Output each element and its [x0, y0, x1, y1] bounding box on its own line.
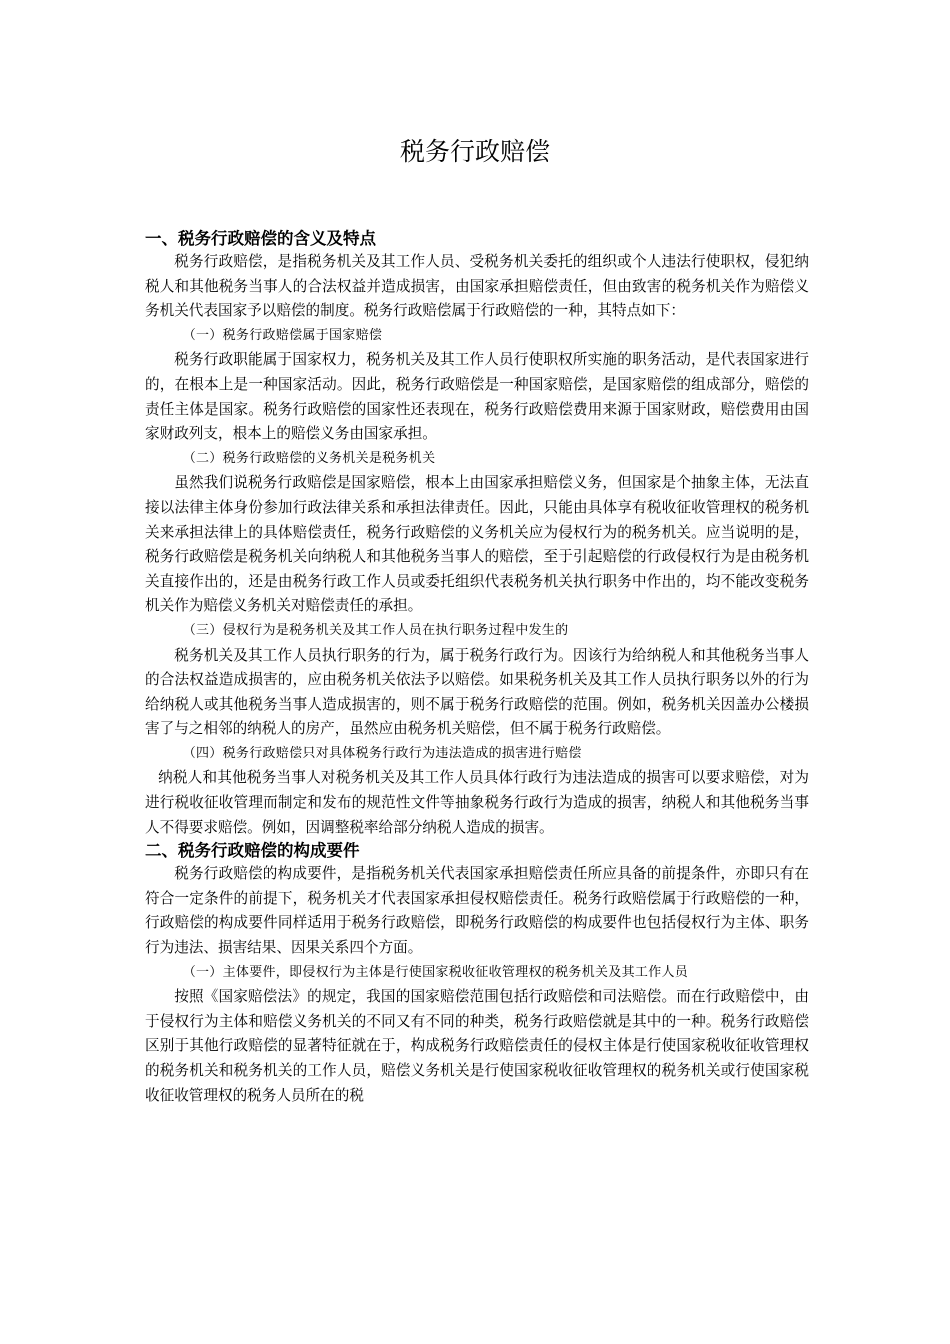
paragraph: 税务行政职能属于国家权力，税务机关及其工作人员行使职权所实施的职务活动，是代表国家进行的，在根本上是一种国家活动。因此，税务行政赔偿是一种国家赔偿，是国家赔偿的组成部分，赔偿的责任主体是国家。税务行政赔偿的国家性还表现在，税务行政赔偿费用来源于国家财政，赔偿费用由国家财政列支，根本上的赔偿义务由国家承担。: [145, 351, 809, 443]
section-intro: 税务行政赔偿的构成要件，是指税务机关代表国家承担赔偿责任所应具备的前提条件，亦即只有在符合一定条件的前提下，税务机关才代表国家承担侵权赔偿责任。税务行政赔偿属于行政赔偿的一种，行政赔偿的构成要件同样适用于税务行政赔偿，即税务行政赔偿的构成要件也包括侵权行为主体、职务行为违法、损害结果、因果关系四个方面。: [145, 865, 809, 957]
subsection-heading: （三）侵权行为是税务机关及其工作人员在执行职务过程中发生的: [182, 622, 569, 638]
section-heading: 一、税务行政赔偿的含义及特点: [145, 229, 376, 248]
subsection-heading: （四）税务行政赔偿只对具体税务行政行为违法造成的损害进行赔偿: [182, 745, 582, 761]
subsection-heading: （一）主体要件，即侵权行为主体是行使国家税收征收管理权的税务机关及其工作人员: [182, 964, 689, 980]
section-intro: 税务行政赔偿，是指税务机关及其工作人员、受税务机关委托的组织或个人违法行使职权，侵犯纳税人和其他税务当事人的合法权益并造成损害，由国家承担赔偿责任，但由致害的税务机关作为赔偿义务机关代表国家予以赔偿的制度。税务行政赔偿属于行政赔偿的一种，其特点如下：: [145, 253, 809, 320]
document-body: [145, 228, 809, 1108]
section-heading: 二、税务行政赔偿的构成要件: [145, 841, 360, 861]
paragraph: 按照《国家赔偿法》的规定，我国的国家赔偿范围包括行政赔偿和司法赔偿。而在行政赔偿中，由于侵权行为主体和赔偿义务机关的不同又有不同的种类，税务行政赔偿就是其中的一种。税务行政赔偿区别于其他行政赔偿的显著特征就在于，构成税务行政赔偿责任的侵权主体是行使国家税收征收管理权的税务机关和税务机关的工作人员，赔偿义务机关是行使国家税收征收管理权的税务机关或行使国家税收征收管理权的税务人员所在的税: [145, 988, 809, 1104]
paragraph: 虽然我们说税务行政赔偿是国家赔偿，根本上由国家承担赔偿义务，但国家是个抽象主体，无法直接以法律主体身份参加行政法律关系和承担法律责任。因此，只能由具体享有税收征收管理权的税务机关来承担法律上的具体赔偿责任，税务行政赔偿的义务机关应为侵权行为的税务机关。应当说明的是，税务行政赔偿是税务机关向纳税人和其他税务当事人的赔偿，至于引起赔偿的行政侵权行为是由税务机关直接作出的，还是由税务行政工作人员或委托组织代表税务机关执行职务中作出的，均不能改变税务机关作为赔偿义务机关对赔偿责任的承担。: [145, 474, 809, 615]
paragraph: 纳税人和其他税务当事人对税务机关及其工作人员具体行政行为违法造成的损害可以要求赔偿，对为进行税收征收管理而制定和发布的规范性文件等抽象税务行政行为造成的损害，纳税人和其他税务当事人不得要求赔偿。例如，因调整税率给部分纳税人造成的损害。: [145, 769, 809, 836]
subsection-heading: （二）税务行政赔偿的义务机关是税务机关: [182, 450, 436, 466]
paragraph: 税务机关及其工作人员执行职务的行为，属于税务行政行为。因该行为给纳税人和其他税务当事人的合法权益造成损害的，应由税务机关依法予以赔偿。如果税务机关及其工作人员执行职务以外的行为给纳税人或其他税务当事人造成损害的，则不属于税务行政赔偿的范围。例如，税务机关因盖办公楼损害了与之相邻的纳税人的房产，虽然应由税务机关赔偿，但不属于税务行政赔偿。: [145, 646, 809, 738]
subsection-heading: （一）税务行政赔偿属于国家赔偿: [182, 327, 383, 343]
document-title: 税务行政赔偿: [399, 137, 550, 166]
